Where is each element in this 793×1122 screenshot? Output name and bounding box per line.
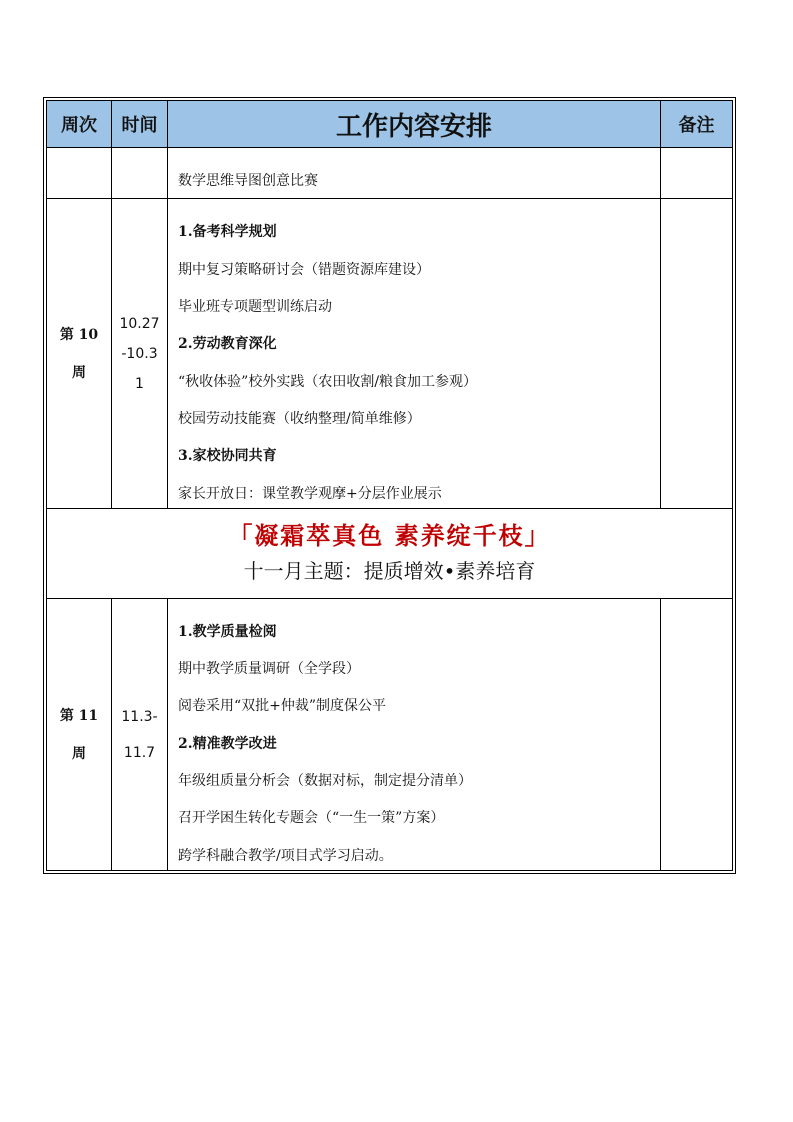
- week11-date-cell: [111, 598, 168, 871]
- content-line: 毕业班专项题型训练启动: [178, 299, 332, 315]
- week10-note-cell: [660, 198, 733, 509]
- content-line: 召开学困生转化专题会（“一生一策”方案）: [178, 810, 445, 826]
- week10-week-cell: [46, 198, 112, 509]
- header-content: 工作内容安排: [167, 100, 661, 148]
- content-line: 跨学科融合教学/项目式学习启动。: [178, 848, 393, 864]
- week10-label: 第 10: [59, 326, 99, 343]
- week10-date-line: 10.27: [119, 315, 160, 332]
- week11-week-cell: [46, 598, 112, 871]
- header-time: 时间: [111, 100, 168, 148]
- monthly-theme-banner: [46, 508, 733, 599]
- content-line: 数学思维导图创意比赛: [178, 173, 318, 189]
- content-line: 期中教学质量调研（全学段）: [178, 661, 360, 677]
- week11-label-suffix: 周: [71, 745, 86, 762]
- content-line: 阅卷采用“双批+仲裁”制度保公平: [178, 698, 387, 714]
- content-line: 2.精准教学改进: [178, 736, 277, 752]
- schedule-table: [46, 100, 733, 871]
- week11-date-line: 11.7: [123, 744, 156, 761]
- content-line: 1.备考科学规划: [178, 224, 277, 240]
- week11-content-cell: [167, 598, 661, 871]
- week10-label-suffix: 周: [71, 364, 86, 381]
- week10-date-line: -10.3: [121, 345, 158, 362]
- month-theme: 十一月主题：提质增效•素养培育: [243, 558, 536, 583]
- content-line: 3.家校协同共育: [178, 448, 277, 464]
- slogan: 「凝霜萃真色 素养绽千枝」: [228, 520, 551, 550]
- content-line: 家长开放日：课堂教学观摩+分层作业展示: [178, 486, 442, 502]
- week10-content-cell: [167, 198, 661, 509]
- prev-time-cell: [111, 147, 168, 199]
- week11-label: 第 11: [59, 707, 99, 724]
- content-line: 校园劳动技能赛（收纳整理/简单维修）: [178, 411, 421, 427]
- prev-week-cell: [46, 147, 112, 199]
- header-note: 备注: [660, 100, 733, 148]
- week10-date-cell: [111, 198, 168, 509]
- week10-date-line: 1: [135, 375, 144, 392]
- header-week: 周次: [46, 100, 112, 148]
- prev-note-cell: [660, 147, 733, 199]
- content-line: 年级组质量分析会（数据对标，制定提分清单）: [178, 773, 472, 789]
- week11-date-line: 11.3-: [121, 708, 158, 725]
- prev-content-cell: [167, 147, 661, 199]
- content-line: 1.教学质量检阅: [178, 624, 277, 640]
- content-line: “秋收体验”校外实践（农田收割/粮食加工参观）: [178, 374, 478, 390]
- week11-note-cell: [660, 598, 733, 871]
- content-line: 期中复习策略研讨会（错题资源库建设）: [178, 262, 430, 278]
- content-line: 2.劳动教育深化: [178, 336, 277, 352]
